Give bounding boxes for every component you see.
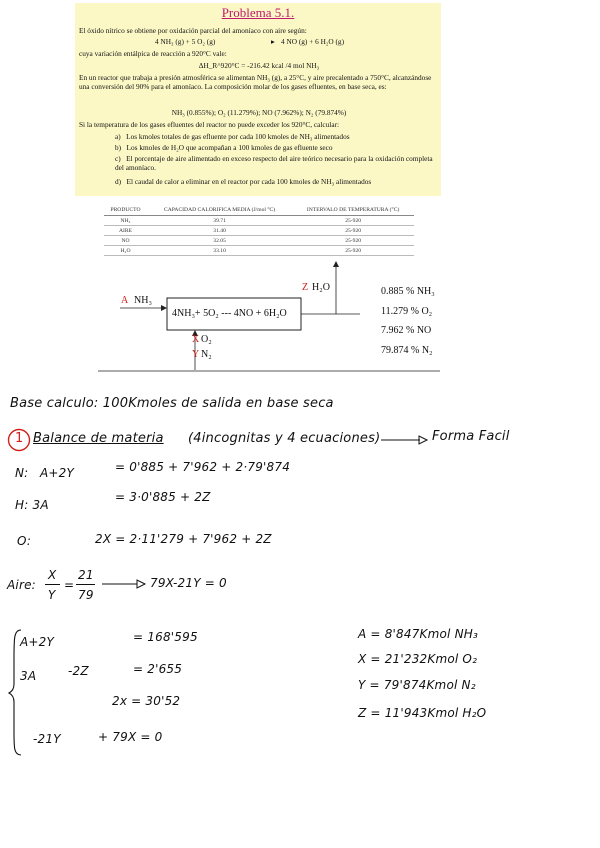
outlet-nh3: 0.885 % NH₃ <box>381 286 435 297</box>
outlet-z-species: H₂O <box>312 282 330 293</box>
question-b: b) Los kmoles de H₂O que acompañan a 100 kmoles de gas efluente seco <box>115 143 333 152</box>
outlet-o2: 11.279 % O₂ <box>381 306 433 317</box>
system-eq2-left: 3A <box>20 669 37 683</box>
question-a: a) Los kmoles totales de gas efluente por cada 100 kmoles de NH₃ alimentados <box>115 132 350 141</box>
outlet-no: 7.962 % NO <box>381 325 432 336</box>
inlet-x-species: O₂ <box>201 334 212 345</box>
balance-title: Balance de materia <box>33 431 164 446</box>
air-balance-label: Aire: <box>7 578 36 592</box>
air-fraction-bar <box>45 583 61 586</box>
air-fraction-num: X <box>48 568 57 582</box>
reaction-reactants: 4 NH₃ (g) + 5 O₂ (g) <box>155 37 216 46</box>
inlet-a-arrow <box>161 305 167 311</box>
table-cell: 25-920 <box>292 216 414 226</box>
system-eq4-left: -21Y <box>33 732 61 746</box>
table-cell: 32.05 <box>147 236 292 246</box>
result-a: A = 8'847Kmol NH₃ <box>358 627 478 641</box>
o-balance-equation: 2X = 2·11'279 + 7'962 + 2Z <box>95 532 272 546</box>
system-eq1-right: = 168'595 <box>133 630 198 644</box>
o-balance-label: O: <box>17 534 32 548</box>
air-ratio-bar <box>76 583 96 586</box>
result-z: Z = 11'943Kmol H₂O <box>358 706 487 720</box>
table-cell: 25-920 <box>292 246 414 256</box>
table-cell: NO <box>104 236 147 246</box>
arrow-right-icon <box>380 433 430 447</box>
n-balance-label: N: <box>15 466 29 480</box>
air-equals: = <box>64 578 75 592</box>
effluent-composition: NH₃ (0.855%); O₂ (11.279%); NO (7.962%); N₂ (79.874%) <box>171 108 347 117</box>
result-x: X = 21'232Kmol O₂ <box>358 652 478 666</box>
table-header: PRODUCTO <box>104 206 147 216</box>
reactor-description: En un reactor que trabaja a presión atmosférica se alimentan NH₃ (g), a 25°C, y aire precalentado a 750°C, alcanzándose una conversión del 90% para el amoníaco. La composición molar de los gases efluentes, en base seca, es: <box>79 73 434 91</box>
system-eq2-right: = 2'655 <box>133 662 183 676</box>
air-fraction-den: Y <box>48 588 56 602</box>
inlet-a-letter: A <box>121 295 129 306</box>
system-eq3: 2x = 30'52 <box>112 694 181 708</box>
enthalpy-intro: cuya variación entálpica de reacción a 920°C vale: <box>79 49 227 58</box>
table-cell: 31.40 <box>147 226 292 236</box>
table-cell: 33.10 <box>147 246 292 256</box>
table-header: INTERVALO DE TEMPERATURA (°C) <box>292 206 414 216</box>
problem-title: Problema 5.1. <box>221 5 295 20</box>
table-cell: 25-920 <box>292 236 414 246</box>
table-cell: 25-920 <box>292 226 414 236</box>
system-eq1-left: A+2Y <box>20 635 55 649</box>
temperature-limit: Si la temperatura de los gases efluentes del reactor no puede exceder los 920°C, calcular: <box>79 120 340 129</box>
outlet-n2: 79.874 % N₂ <box>381 345 433 356</box>
question-c: c) El porcentaje de aire alimentado en exceso respecto del aire teórico necesario para la oxidación completa del amoníaco. <box>115 154 435 172</box>
balance-method: Forma Facil <box>432 429 510 444</box>
n-balance-left: A+2Y <box>40 466 75 480</box>
air-result: 79X-21Y = 0 <box>150 576 227 590</box>
outlet-z-arrow <box>333 261 339 267</box>
inlet-x-letter: X <box>192 334 200 345</box>
table-cell: NH₃ <box>104 216 147 226</box>
outlet-z-letter: Z <box>302 282 309 293</box>
air-ratio-num: 21 <box>78 568 94 582</box>
inlet-y-letter: Y <box>192 349 200 360</box>
n-balance-right: = 0'885 + 7'962 + 2·79'874 <box>115 460 291 474</box>
question-d: d) El caudal de calor a eliminar en el reactor por cada 100 kmoles de NH₃ alimentados <box>115 177 372 186</box>
system-eq2-mid: -2Z <box>68 664 89 678</box>
reaction-arrow: ▸ <box>271 37 275 46</box>
table-cell: 39.71 <box>147 216 292 226</box>
table-header: CAPACIDAD CALORIFICA MEDIA (J/mol °C) <box>147 206 292 216</box>
calculation-base: Base calculo: 100Kmoles de salida en base seca <box>10 396 334 411</box>
step-number: 1 <box>15 431 24 446</box>
system-eq4-right: + 79X = 0 <box>98 730 163 744</box>
enthalpy-value: ΔH_R^920°C = -216.42 kcal /4 mol NH₃ <box>198 61 320 70</box>
h-balance-right: = 3·0'885 + 2Z <box>115 490 211 504</box>
table-cell: AIRE <box>104 226 147 236</box>
reaction-products: 4 NO (g) + 6 H₂O (g) <box>281 37 344 46</box>
process-diagram-lines <box>0 0 600 380</box>
problem-intro: El óxido nítrico se obtiene por oxidación parcial del amoníaco con aire según: <box>79 26 307 35</box>
inlet-y-species: N₂ <box>201 349 212 360</box>
arrow-right-icon <box>101 577 147 591</box>
balance-unknowns: (4incognitas y 4 ecuaciones) <box>188 431 381 446</box>
reactor-reaction: 4NH₃+ 5O₂ --- 4NO + 6H₂O <box>172 308 287 319</box>
table-cell: H₂O <box>104 246 147 256</box>
h-balance-label: H: 3A <box>15 498 49 512</box>
inlet-a-species: NH₃ <box>134 295 152 306</box>
result-y: Y = 79'874Kmol N₂ <box>358 678 476 692</box>
air-ratio-den: 79 <box>78 588 94 602</box>
